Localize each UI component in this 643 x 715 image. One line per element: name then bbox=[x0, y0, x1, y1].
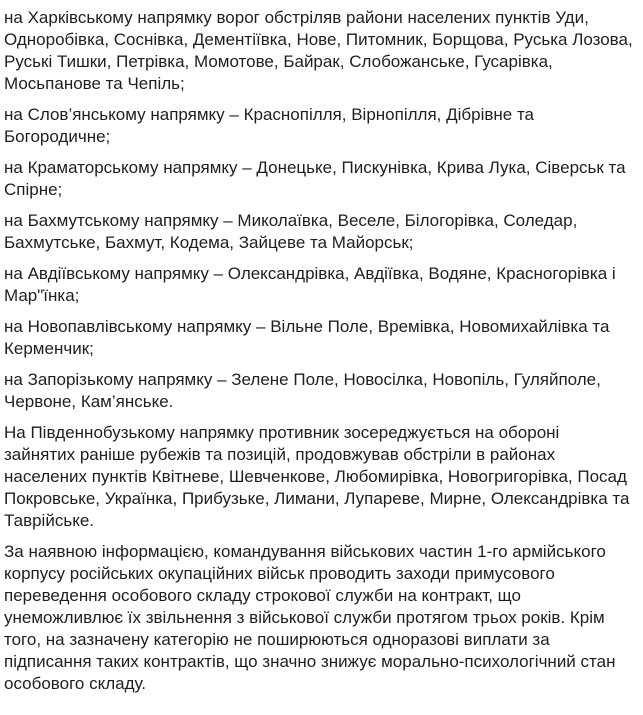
paragraph-kramatorsk-direction: на Краматорському напрямку – Донецьке, Пискунівка, Крива Лука, Сіверськ та Спірне; bbox=[4, 158, 626, 199]
paragraph-contract-conscription-info: За наявною інформацією, командування військових частин 1-го армійського корпусу російських окупаційних військ проводить заходи примусового переведення особового складу строкової служби на контракт, що унеможливлює їх звільнення з військової служби протягом трьох років. Крім того, на зазначену категорію не поширюються одноразові виплати за підписання таких контрактів, що значно знижує морально-психологічний стан особового складу. bbox=[4, 542, 616, 693]
paragraph-sloviansk-direction: на Слов’янському напрямку – Краснопілля, Вірнопілля, Дібрівне та Богородичне; bbox=[4, 105, 535, 146]
paragraph-zaporizhzhia-direction: на Запорізькому напрямку – Зелене Поле, Новосілка, Новопіль, Гуляйполе, Червоне, Кам’янське. bbox=[4, 370, 601, 411]
paragraph-pivdennobuzky-direction: На Південнобузькому напрямку противник зосереджується на обороні зайнятих раніше рубежів та позицій, продовжував обстріли в районах населених пунктів Квітневе, Шевченкове, Любомирівка, Новогригорівка, Посад Покровське, Українка, Прибузьке, Лимани, Лупареве, Мирне, Олександрівка та Таврійське. bbox=[4, 423, 630, 530]
paragraph-avdiivka-direction: на Авдіївському напрямку – Олександрівка, Авдіївка, Водяне, Красногорівка і Мар"їнка; bbox=[4, 264, 616, 305]
paragraph-novopavlivka-direction: на Новопавлівському напрямку – Вільне Поле, Времівка, Новомихайлівка та Керменчик; bbox=[4, 317, 610, 358]
paragraph-kharkiv-direction: на Харківському напрямку ворог обстріляв райони населених пунктів Уди, Одноробівка, Соснівка, Дементіївка, Нове, Питомник, Борщова, Руська Лозова, Руські Тишки, Петрівка, Момотове, Байрак, Слобожанське, Гусарівка, Мосьпанове та Чепіль; bbox=[4, 8, 633, 93]
paragraph-bakhmut-direction: на Бахмутському напрямку – Миколаївка, Веселе, Білогорівка, Соледар, Бахмутське, Бахмут, Кодема, Зайцеве та Майорськ; bbox=[4, 211, 578, 252]
